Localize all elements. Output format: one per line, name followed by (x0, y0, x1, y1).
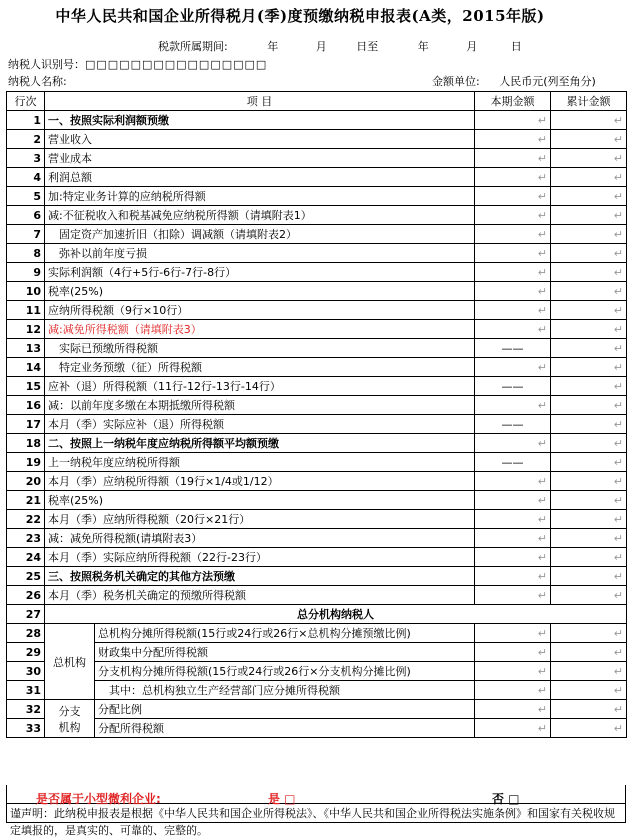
tax-period (158, 38, 522, 54)
row-item: 减：以前年度多缴在本期抵缴所得税额 (45, 396, 475, 415)
cumulative-amount-cell[interactable]: ↵ (551, 282, 627, 301)
row-item: 加:特定业务计算的应纳税所得额 (45, 187, 475, 206)
row-number: 31 (7, 681, 45, 700)
table-row (7, 567, 627, 586)
row-number: 25 (7, 567, 45, 586)
row-item: 一、按照实际利润额预缴 (45, 111, 475, 130)
current-amount-cell[interactable]: ↵ (475, 548, 551, 567)
row-number: 8 (7, 244, 45, 263)
table-row (7, 282, 627, 301)
cumulative-amount-cell[interactable]: ↵ (551, 719, 627, 738)
row-item: 减:不征税收入和税基减免应纳税所得额（请填附表1） (45, 206, 475, 225)
current-amount-cell[interactable]: ↵ (475, 586, 551, 605)
row-item: 营业收入 (45, 130, 475, 149)
row-number: 10 (7, 282, 45, 301)
period-year-end: 年 (417, 40, 429, 53)
current-amount-cell[interactable]: ↵ (475, 282, 551, 301)
group-label-branch (45, 700, 95, 738)
period-year-start: 年 (267, 40, 279, 53)
row-number: 33 (7, 719, 45, 738)
row-item: 本月（季）实际应纳所得税额（22行-23行） (45, 548, 475, 567)
taxpayer-id-label: 纳税人识别号： (8, 58, 85, 71)
current-amount-cell[interactable]: ↵ (475, 491, 551, 510)
cumulative-amount-cell[interactable]: ↵ (551, 320, 627, 339)
table-row (7, 605, 627, 624)
row-number: 14 (7, 358, 45, 377)
cumulative-amount-cell[interactable]: ↵ (551, 358, 627, 377)
period-day-to: 日至 (356, 40, 379, 53)
table-row (7, 453, 627, 472)
row-number: 32 (7, 700, 45, 719)
row-item: 减：减免所得税额(请填附表3） (45, 529, 475, 548)
row-item: 减:减免所得税额（请填附表3） (45, 320, 475, 339)
table-row (7, 681, 627, 700)
taxpayer-name-label: 纳税人名称: (8, 75, 67, 88)
table-row (7, 624, 627, 643)
form-title: 中华人民共和国企业所得税月(季)度预缴纳税申报表(A类，2015年版) (55, 7, 545, 25)
cumulative-amount-cell[interactable]: ↵ (551, 472, 627, 491)
row-item: 应补（退）所得税额（11行-12行-13行-14行） (45, 377, 475, 396)
row-number: 29 (7, 643, 45, 662)
current-amount-cell[interactable]: ↵ (475, 396, 551, 415)
current-amount-cell[interactable]: ↵ (475, 206, 551, 225)
row-item: 本月（季）应纳所得税额（20行×21行） (45, 510, 475, 529)
row-number: 17 (7, 415, 45, 434)
row-number: 28 (7, 624, 45, 643)
table-row (7, 263, 627, 282)
row-item: 特定业务预缴（征）所得税额 (45, 358, 475, 377)
row-item: 固定资产加速折旧（扣除）调减额（请填附表2） (45, 225, 475, 244)
cumulative-amount-cell[interactable]: ↵ (551, 662, 627, 681)
cumulative-amount-cell[interactable]: ↵ (551, 111, 627, 130)
current-amount-na: —— (475, 339, 551, 358)
current-amount-cell[interactable]: ↵ (475, 168, 551, 187)
table-row (7, 434, 627, 453)
current-amount-cell[interactable]: ↵ (475, 719, 551, 738)
cumulative-amount-cell[interactable]: ↵ (551, 301, 627, 320)
row-number: 7 (7, 225, 45, 244)
table-row (7, 111, 627, 130)
current-amount-cell[interactable]: ↵ (475, 225, 551, 244)
cumulative-amount-cell[interactable]: ↵ (551, 586, 627, 605)
taxpayer-id-line (8, 56, 267, 72)
table-row (7, 586, 627, 605)
table-row (7, 244, 627, 263)
table-row (7, 377, 627, 396)
row-number: 21 (7, 491, 45, 510)
current-amount-cell[interactable]: ↵ (475, 244, 551, 263)
row-item: 分配比例 (95, 700, 475, 719)
header-cumulative: 累计金额 (551, 92, 627, 111)
cumulative-amount-cell[interactable]: ↵ (551, 434, 627, 453)
row-number: 20 (7, 472, 45, 491)
cumulative-amount-cell[interactable]: ↵ (551, 567, 627, 586)
table-row (7, 472, 627, 491)
row-item: 利润总额 (45, 168, 475, 187)
row-number: 12 (7, 320, 45, 339)
current-amount-cell[interactable]: ↵ (475, 529, 551, 548)
table-row (7, 225, 627, 244)
cumulative-amount-cell[interactable]: ↵ (551, 263, 627, 282)
row-item: 实际已预缴所得税额 (45, 339, 475, 358)
current-amount-cell[interactable]: ↵ (475, 681, 551, 700)
cumulative-amount-cell[interactable]: ↵ (551, 510, 627, 529)
row-item: 三、按照税务机关确定的其他方法预缴 (45, 567, 475, 586)
unit-value: 人民币元(列至角分) (499, 75, 596, 88)
branch-line1: 分支 (58, 704, 81, 718)
row-number: 13 (7, 339, 45, 358)
header-current: 本期金额 (475, 92, 551, 111)
table-row (7, 719, 627, 738)
row-item: 税率(25%) (45, 282, 475, 301)
table-row (7, 206, 627, 225)
cumulative-amount-cell[interactable]: ↵ (551, 529, 627, 548)
group-label-head-office: 总机构 (45, 624, 95, 700)
small-enterprise-no-checkbox[interactable]: 否 □ (492, 792, 520, 806)
current-amount-cell[interactable]: ↵ (475, 624, 551, 643)
cumulative-amount-cell[interactable]: ↵ (551, 187, 627, 206)
current-amount-cell[interactable]: ↵ (475, 149, 551, 168)
row-item: 总机构分摊所得税额(15行或24行或26行×总机构分摊预缴比例) (95, 624, 475, 643)
table-row (7, 548, 627, 567)
small-enterprise-question: 是否属于小型微利企业: (36, 792, 161, 806)
current-amount-na: —— (475, 415, 551, 434)
cumulative-amount-cell[interactable]: ↵ (551, 491, 627, 510)
cumulative-amount-cell[interactable]: ↵ (551, 377, 627, 396)
current-amount-cell[interactable]: ↵ (475, 643, 551, 662)
table-row (7, 510, 627, 529)
current-amount-cell[interactable]: ↵ (475, 187, 551, 206)
row-number: 30 (7, 662, 45, 681)
cumulative-amount-cell[interactable]: ↵ (551, 700, 627, 719)
row-item: 分支机构分摊所得税额(15行或24行或26行×分支机构分摊比例) (95, 662, 475, 681)
row-number: 6 (7, 206, 45, 225)
header-row (7, 92, 627, 111)
declaration-text: 谨声明：此纳税申报表是根据《中华人民共和国企业所得税法》、《中华人民共和国企业所得税法实施条例》和国家有关税收规定填报的，是真实的、可靠的、完整的。 (10, 807, 615, 837)
table-row (7, 643, 627, 662)
current-amount-cell[interactable]: ↵ (475, 358, 551, 377)
table-row (7, 529, 627, 548)
cumulative-amount-cell[interactable]: ↵ (551, 643, 627, 662)
row-item: 实际利润额（4行+5行-6行-7行-8行） (45, 263, 475, 282)
row-item: 上一纳税年度应纳税所得额 (45, 453, 475, 472)
period-month-start: 月 (315, 40, 327, 53)
table-row (7, 339, 627, 358)
current-amount-na: —— (475, 377, 551, 396)
table-row (7, 130, 627, 149)
row-item: 二、按照上一纳税年度应纳税所得额平均额预缴 (45, 434, 475, 453)
row-item: 本月（季）税务机关确定的预缴所得税额 (45, 586, 475, 605)
cumulative-amount-cell[interactable]: ↵ (551, 339, 627, 358)
taxpayer-name-line (8, 73, 67, 89)
cumulative-amount-cell[interactable]: ↵ (551, 130, 627, 149)
table-row (7, 700, 627, 719)
row-item: 分配所得税额 (95, 719, 475, 738)
row-number: 9 (7, 263, 45, 282)
current-amount-cell[interactable]: ↵ (475, 472, 551, 491)
current-amount-cell[interactable]: ↵ (475, 130, 551, 149)
table-row (7, 415, 627, 434)
cumulative-amount-cell[interactable]: ↵ (551, 225, 627, 244)
row-number: 19 (7, 453, 45, 472)
row-number: 4 (7, 168, 45, 187)
row-item: 财政集中分配所得税额 (95, 643, 475, 662)
table-row (7, 491, 627, 510)
cumulative-amount-cell[interactable]: ↵ (551, 396, 627, 415)
cumulative-amount-cell[interactable]: ↵ (551, 681, 627, 700)
current-amount-cell[interactable]: ↵ (475, 263, 551, 282)
table-row (7, 358, 627, 377)
row-number: 3 (7, 149, 45, 168)
row-item: 营业成本 (45, 149, 475, 168)
small-enterprise-yes-checkbox[interactable]: 是 □ (268, 792, 296, 806)
cumulative-amount-cell[interactable]: ↵ (551, 168, 627, 187)
cumulative-amount-cell[interactable]: ↵ (551, 206, 627, 225)
cumulative-amount-cell[interactable]: ↵ (551, 453, 627, 472)
cumulative-amount-cell[interactable]: ↵ (551, 415, 627, 434)
current-amount-cell[interactable]: ↵ (475, 567, 551, 586)
row-item: 弥补以前年度亏损 (45, 244, 475, 263)
table-row (7, 187, 627, 206)
row-number: 2 (7, 130, 45, 149)
taxpayer-id-boxes[interactable]: □□□□□□□□□□□□□□□□ (85, 58, 268, 71)
row-number: 24 (7, 548, 45, 567)
table-row (7, 301, 627, 320)
current-amount-cell[interactable]: ↵ (475, 510, 551, 529)
row-number: 16 (7, 396, 45, 415)
row-number: 5 (7, 187, 45, 206)
table-row (7, 149, 627, 168)
row-number: 18 (7, 434, 45, 453)
table-row (7, 396, 627, 415)
current-amount-cell[interactable]: ↵ (475, 111, 551, 130)
row-number: 11 (7, 301, 45, 320)
row-item: 应纳所得税额（9行×10行） (45, 301, 475, 320)
current-amount-cell[interactable]: ↵ (475, 301, 551, 320)
row-number: 15 (7, 377, 45, 396)
current-amount-cell[interactable]: ↵ (475, 700, 551, 719)
current-amount-cell[interactable]: ↵ (475, 662, 551, 681)
row-number: 22 (7, 510, 45, 529)
declaration-table (6, 91, 627, 738)
table-row (7, 320, 627, 339)
header-row-no: 行次 (7, 92, 45, 111)
row-item: 总分机构纳税人 (45, 605, 627, 624)
row-item: 税率(25%) (45, 491, 475, 510)
cumulative-amount-cell[interactable]: ↵ (551, 624, 627, 643)
row-number: 27 (7, 605, 45, 624)
header-item: 项 目 (45, 92, 475, 111)
branch-line2: 机构 (58, 720, 81, 734)
cumulative-amount-cell[interactable]: ↵ (551, 244, 627, 263)
table-row (7, 662, 627, 681)
unit-label: 金额单位: (432, 75, 480, 88)
row-item: 其中：总机构独立生产经营部门应分摊所得税额 (95, 681, 475, 700)
current-amount-cell[interactable]: ↵ (475, 434, 551, 453)
row-number: 1 (7, 111, 45, 130)
row-number: 23 (7, 529, 45, 548)
amount-unit (432, 73, 596, 89)
row-item: 本月（季）实际应补（退）所得税额 (45, 415, 475, 434)
table-row (7, 168, 627, 187)
period-month-end: 月 (466, 40, 478, 53)
row-number: 26 (7, 586, 45, 605)
cumulative-amount-cell[interactable]: ↵ (551, 548, 627, 567)
period-label: 税款所属期间: (158, 40, 228, 53)
period-day-end: 日 (510, 40, 522, 53)
cumulative-amount-cell[interactable]: ↵ (551, 149, 627, 168)
row-item: 本月（季）应纳税所得额（19行×1/4或1/12） (45, 472, 475, 491)
current-amount-cell[interactable]: ↵ (475, 320, 551, 339)
current-amount-na: —— (475, 453, 551, 472)
